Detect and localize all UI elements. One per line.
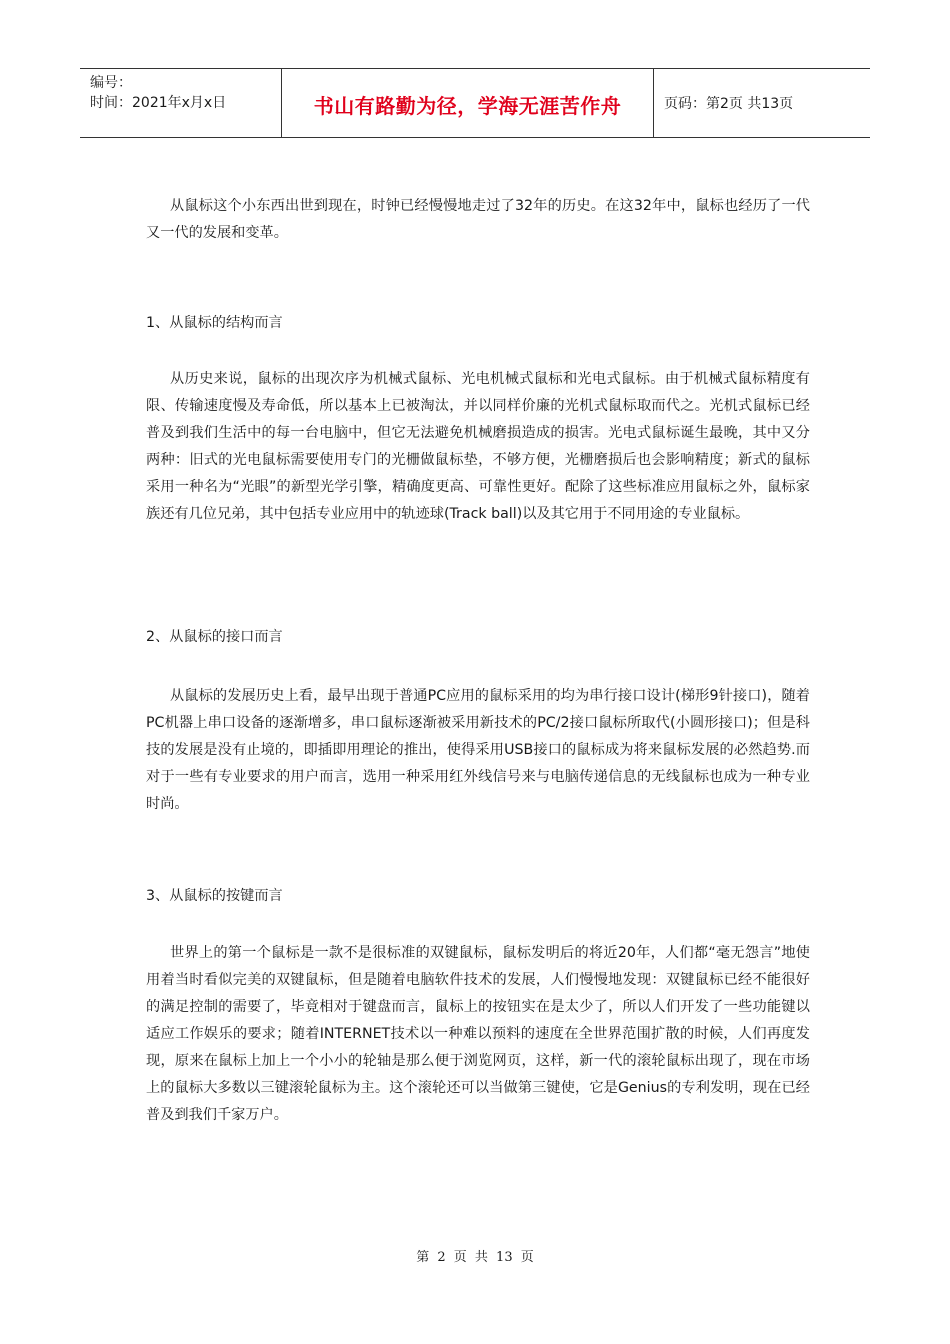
time-label: 时间：2021年x月x日: [90, 95, 227, 111]
page-header: [80, 68, 870, 138]
header-motto-cell: [282, 69, 654, 137]
motto: 书山有路勤为径，学海无涯苦作舟: [313, 93, 622, 118]
section-heading-interface: 2、从鼠标的接口而言: [146, 629, 283, 645]
section-heading-structure: 1、从鼠标的结构而言: [146, 315, 283, 331]
number-label: 编号：: [90, 75, 132, 91]
section-text-buttons: 世界上的第一个鼠标是一款不是很标准的双键鼠标，鼠标发明后的将近20年，人们都“毫无怨言”地使用着当时看似完美的双键鼠标，但是随着电脑软件技术的发展，人们慢慢地发现：双键鼠标已经不能很好的满足控制的需要了，毕竟相对于键盘而言，鼠标上的按钮实在是太少了，所以人们开发了一些功能键以适应工作娱乐的要求；随着INTERNET技术以一种难以预料的速度在全世界范围扩散的时候，人们再度发现，原来在鼠标上加上一个小小的轮轴是那么便于浏览网页，这样，新一代的滚轮鼠标出现了，现在市场上的鼠标大多数以三键滚轮鼠标为主。这个滚轮还可以当做第三键使，它是Genius的专利发明，现在已经普及到我们千家万户。: [146, 945, 810, 1123]
intro-paragraph: 从鼠标这个小东西出世到现在，时钟已经慢慢地走过了32年的历史。在这32年中，鼠标也经历了一代又一代的发展和变革。: [146, 198, 810, 241]
section-text-interface: 从鼠标的发展历史上看，最早出现于普通PC应用的鼠标采用的均为串行接口设计(梯形9针接口)，随着PC机器上串口设备的逐渐增多，串口鼠标逐渐被采用新技术的PC/2接口鼠标所取代(小圆形接口)；但是科技的发展是没有止境的，即插即用理论的推出，使得采用USB接口的鼠标成为将来鼠标发展的必然趋势.而对于一些有专业要求的用户而言，选用一种采用红外线信号来与电脑传递信息的无线鼠标也成为一种专业时尚。: [146, 688, 810, 812]
header-meta: [80, 69, 282, 137]
section-heading-buttons: 3、从鼠标的按键而言: [146, 888, 283, 904]
header-page-info-cell: [654, 69, 870, 137]
page-footer: 第 2 页 共 13 页: [416, 1250, 534, 1265]
page-info: 页码：第2页 共13页: [664, 96, 794, 112]
section-text-structure: 从历史来说，鼠标的出现次序为机械式鼠标、光电机械式鼠标和光电式鼠标。由于机械式鼠标精度有限、传输速度慢及寿命低，所以基本上已被淘汰，并以同样价廉的光机式鼠标取而代之。光机式鼠标已经普及到我们生活中的每一台电脑中，但它无法避免机械磨损造成的损害。光电式鼠标诞生最晚，其中又分两种：旧式的光电鼠标需要使用专门的光栅做鼠标垫，不够方便，光栅磨损后也会影响精度；新式的鼠标采用一种名为“光眼”的新型光学引擎，精确度更高、可靠性更好。配除了这些标准应用鼠标之外，鼠标家族还有几位兄弟，其中包括专业应用中的轨迹球(Track ball)以及其它用于不同用途的专业鼠标。: [146, 371, 810, 522]
